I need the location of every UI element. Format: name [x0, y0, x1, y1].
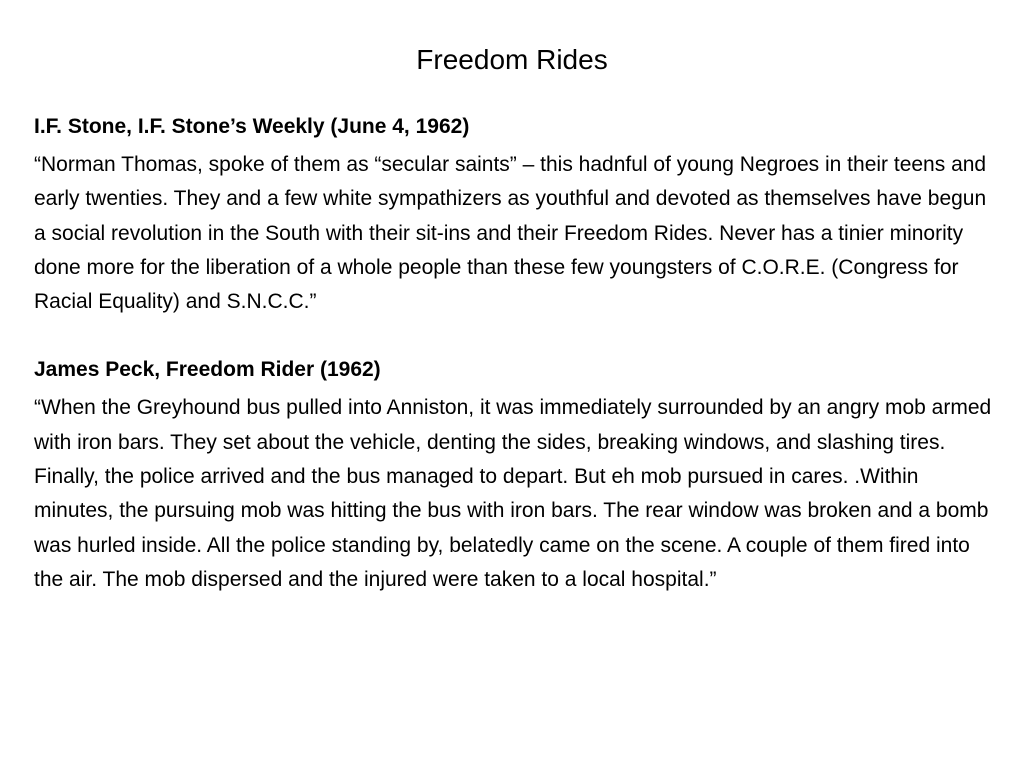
source-citation: I.F. Stone, I.F. Stone’s Weekly (June 4, 1962) — [34, 115, 470, 138]
slide-title: Freedom Rides — [416, 44, 608, 75]
source-quote: “Norman Thomas, spoke of them as “secular saints” – this hadnful of young Negroes in their teens and early twenties. They and a few white sympathizers as youthful and devoted as themselves have begun a social revolution in the South with their sit-ins and their Freedom Rides. Never has a tinier minority done more for the liberation of a whole people than these few youngsters of C.O.R.E. (Congress for Racial Equality) and S.N.C.C.” — [34, 153, 987, 314]
slide-content — [34, 112, 1000, 597]
source-section-stone — [34, 112, 1000, 319]
section-spacer — [34, 319, 1000, 355]
source-citation: James Peck, Freedom Rider (1962) — [34, 358, 381, 382]
source-quote: “When the Greyhound bus pulled into Anniston, it was immediately surrounded by an angry mob armed with iron bars. They set about the vehicle, denting the sides, breaking windows, and slashing tires. Finally, the police arrived and the bus managed to depart. But eh mob pursued in cares. .Within minutes, the pursuing mob was hitting the bus with iron bars. The rear window was broken and a bomb was hurled inside. All the police standing by, belatedly came on the scene. A couple of them fired into the air. The mob dispersed and the injured were taken to a local hospital.” — [34, 396, 992, 591]
source-section-peck — [34, 355, 1000, 597]
